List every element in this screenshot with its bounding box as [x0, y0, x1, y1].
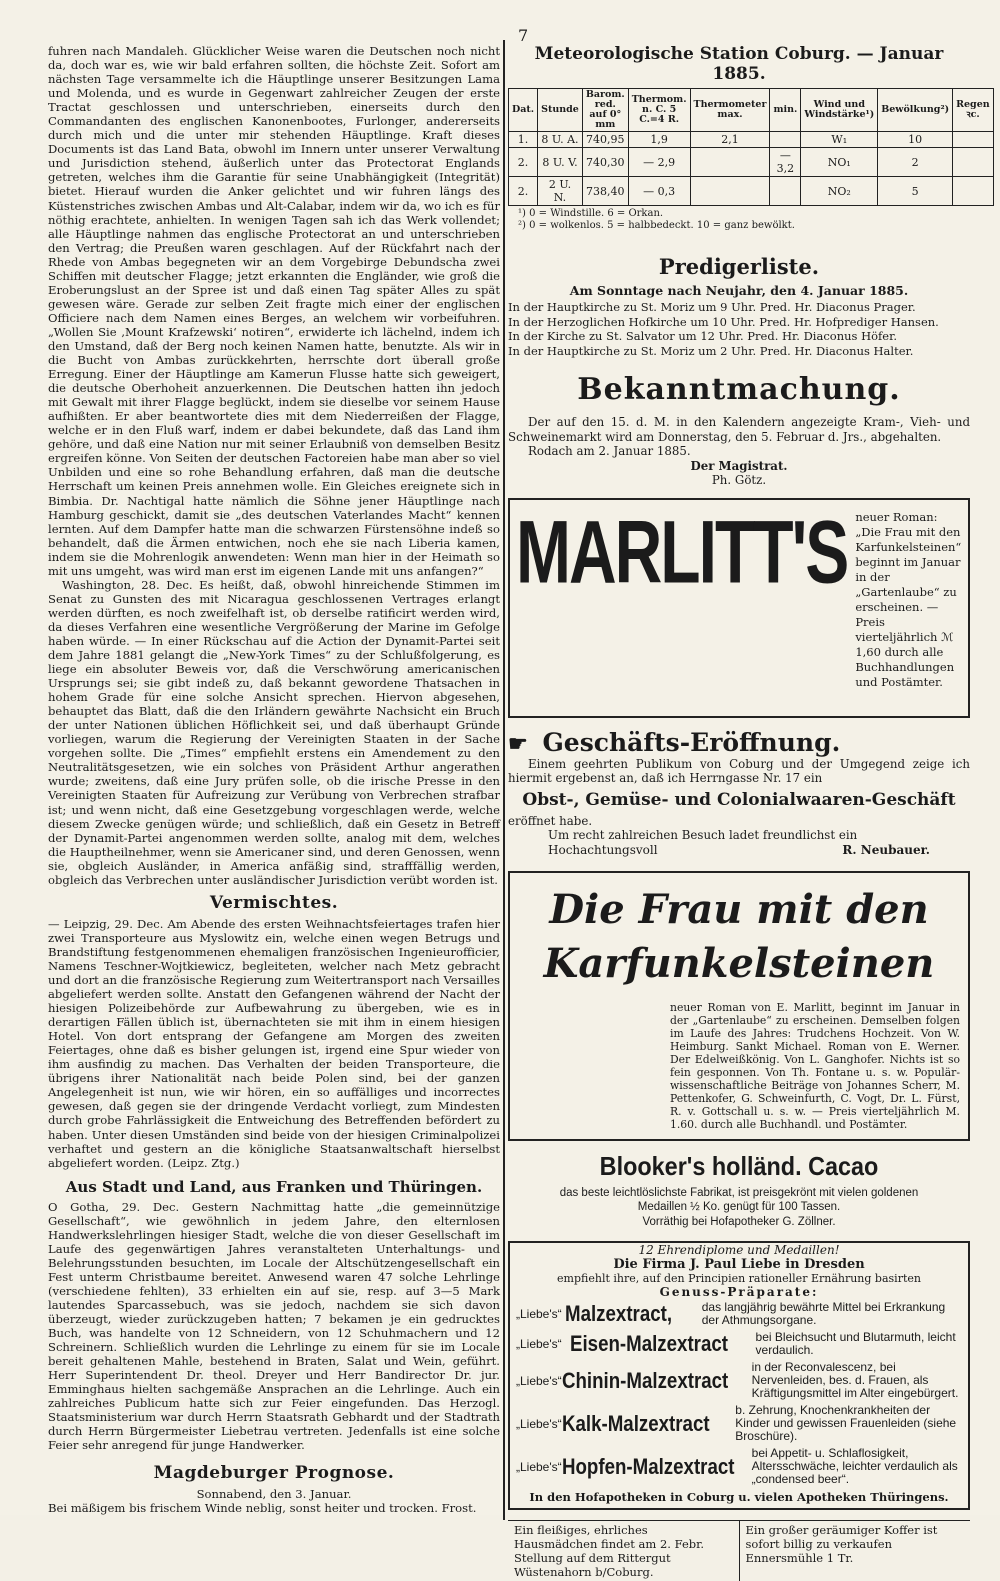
meteo-cell: W₁ [801, 132, 878, 148]
marlitt-word: MARLITT'S [516, 500, 848, 601]
geschaeft-shop: Obst-, Gemüse- und Colonialwaaren-Geschäft [522, 789, 956, 810]
predigerliste-heading: Predigerliste. [658, 254, 820, 279]
liebe-brand: „Liebe's“ [516, 1337, 562, 1351]
gartenlaube-script-title: Die Frau mit den Karfunkelsteinen [543, 885, 935, 987]
meteo-cell: 2 [878, 148, 953, 177]
meteo-cell [953, 132, 994, 148]
meteo-cell: — 2,9 [628, 148, 690, 177]
meteo-cell: NO₂ [801, 177, 878, 206]
prognose-date: Sonnabend, den 3. Januar. [196, 1486, 352, 1501]
meteo-cell: 1,9 [628, 132, 690, 148]
meteo-cell: 1. [509, 132, 538, 148]
prognose-heading: Magdeburger Prognose. [153, 1462, 395, 1483]
liebe-brand: „Liebe's“ [516, 1307, 562, 1321]
article-paragraph: Washington, 28. Dec. Es heißt, daß, obwohl hinreichende Stimmen im Senat zu Gunsten des mit Nicaragua geschlossenen Vertrages erlangt werden dürften, es noch zweifelhaft ist, ob derselbe ratificirt werden wird, da dieses Verfahren eine wesentliche Vergrößerung der Marine im Gefolge haben würde. — In einer Rückschau auf die Action der Dynamit-Partei seit dem Jahre 1881 gelangt die „New-York Times“ zu der Schlußfolgerung, es liege ein absoluter Beweis vor, daß die Verschwörung americanischen Ursprungs sei; sie gibt indeß zu, daß bekannt gewordene Thatsachen in hohem Grade für eine solche Ansicht sprechen. Hiervon abgesehen, behauptet das Blatt, daß die den Irländern gewährte Nachsicht ein Bruch der unter Nationen üblichen Höflichkeit sei, und daß überhaupt Gründe vorliegen, warum die Regierung der Vereinigten Staaten in der Sache vorgehen sollte. Die „Times“ empfiehlt erstens ein Amendement zu den Neutralitätsgesetzen, wie ein solches von Präsident Arthur angerathen wurde; zweitens, daß eine Jury prüfen solle, ob die irische Presse in den Vereinigten Staaten für Aufreizung zur Verübung von Verbrechen strafbar ist; und wenn nicht, daß eine Gesetzgebung vorgeschlagen werde, welche diesem Zwecke genügen würde; und schließlich, daß ein Gesetz in Betreff der Dynamit-Partei angenommen werden sollte, analog mit dem, welches die Hauptheilnehmer, wenn sie Americaner sind, und deren Genossen, wenn sie, obgleich Ausländer, in America anfäßig sind, strafffällig werden, obgleich das Verbrechen unter ausländischer Jurisdiction verübt worden ist. [48, 577, 500, 887]
small-ads [508, 1520, 970, 1581]
liebe-item [510, 1299, 968, 1329]
liebe-brand: „Liebe's“ [516, 1416, 562, 1431]
meteo-table [508, 88, 994, 206]
page-number: 7 [518, 26, 529, 45]
prognose-text: Bei mäßigem bis frischem Winde neblig, sonst heiter und trocken. Frost. [48, 1500, 477, 1515]
meteo-header: Dat. [509, 89, 538, 132]
marlitt-spacer [510, 694, 968, 716]
vermischtes-heading: Vermischtes. [209, 892, 339, 913]
bekanntmachung-sig2: Ph. Götz. [711, 473, 767, 487]
liebe-product: Hopfen-Malzextract [561, 1453, 735, 1479]
marlitt-ad [508, 498, 970, 718]
meteo-cell [690, 148, 770, 177]
meteo-cell [953, 148, 994, 177]
meteo-title: Meteorologische Station Coburg. — Januar 1885. [534, 44, 944, 84]
predigerliste-line: In der Kirche zu St. Salvator um 12 Uhr. Pred. Hr. Diaconus Höfer. [508, 329, 897, 343]
predigerliste-line: In der Hauptkirche zu St. Moriz um 9 Uhr. Pred. Hr. Diaconus Prager. [508, 300, 916, 314]
geschaeft-text3: Um recht zahlreichen Besuch ladet freundlichst ein [548, 828, 858, 842]
meteo-cell: 10 [878, 132, 953, 148]
geschaeft-text: Einem geehrten Publikum von Coburg und der Umgegend zeige ich hiermit ergebenst an, daß ich Herrngasse Nr. 17 ein [508, 756, 970, 785]
meteo-cell: NO₁ [801, 148, 878, 177]
liebe-desc: b. Zehrung, Knochenkrankheiten der Kinder und gewissen Frauenleiden (siehe Broschüre). [735, 1403, 957, 1443]
meteo-cell [770, 132, 801, 148]
pointing-hand-icon: ☛ [508, 730, 528, 757]
liebe-product: Eisen-Malzextract [569, 1331, 728, 1356]
meteo-footnote-2: ²) 0 = wolkenlos. 5 = halbbedeckt. 10 = ganz bewölkt. [518, 220, 795, 231]
right-column [508, 44, 990, 1581]
liebe-brand: „Liebe's“ [516, 1373, 562, 1388]
geschaeft-sig-right: R. Neubauer. [842, 842, 930, 857]
liebe-product: Chinin-Malzextract [561, 1367, 728, 1393]
geschaeft-text2: eröffnet habe. [508, 813, 593, 828]
predigerliste-sub: Am Sonntage nach Neujahr, den 4. Januar 1885. [569, 283, 909, 298]
liebe-ad [508, 1241, 970, 1510]
small-ad: Ein fleißiges, ehrliches Hausmädchen findet am 2. Febr. Stellung auf dem Rittergut Wüstenahorn b/Coburg. [514, 1523, 705, 1579]
gartenlaube-text: neuer Roman von E. Marlitt, beginnt im Januar in der „Gartenlaube“ zu erscheinen. Demselben folgen im Laufe des Jahres: Trudchens Hochzeit. Von W. Heimburg. Sankt Michael. Roman von E. Werner. Der Edelweißkönig. Von L. Ganghofer. Nichts ist so fein gesponnen. Von Th. Fontane u. s. w. Populär-wissenschaftliche Beiträge von Johannes Scherr, M. Pettenkofer, G. Schweinfurth, C. Vogt, Dr. L. Fürst, R. v. Gottschall u. s. w. — Preis vierteljährlich M. 1.60. durch alle Buchhandl. und Postämter. [670, 1000, 960, 1131]
meteo-header: Thermom. n. C. 5 C.=4 R. [628, 89, 690, 132]
meteo-cell: 2 U. N. [538, 177, 583, 206]
marlitt-ad-inner [510, 500, 968, 694]
liebe-desc: bei Appetit- u. Schlaflosigkeit, Altersschwäche, leichter verdaulich als „condensed beer“. [751, 1446, 958, 1486]
meteo-header: Wind und Windstärke¹) [801, 89, 878, 132]
meteo-cell [770, 177, 801, 206]
meteo-cell: 2,1 [690, 132, 770, 148]
geschaeft-heading: Geschäfts-Eröffnung. [542, 727, 841, 757]
marlitt-text: neuer Roman: „Die Frau mit den Karfunkelsteinen“ beginnt im Januar in der „Gartenlaube“ zu erscheinen. — Preis vierteljährlich ℳ 1,60 durch alle Buchhandlungen und Postämter. [855, 509, 962, 689]
vermischtes-text: — Leipzig, 29. Dec. Am Abende des ersten Weihnachtsfeiertages trafen hier zwei Transporteure aus Myslowitz ein, welche einen wegen Betrugs und Brandstiftung festgenommenen ehemaligen französischen Ingenieurofficier, Namens Teschner-Wojtkiewicz, begleiteten, welcher nach Metz gebracht und dort an die französische Regierung zum Weitertransport nach Versailles abgeliefert werden sollte. Anstatt den Gefangenen während der Nacht der hiesigen Polizeibehörde zur Aufbewahrung zu übergeben, wie es in derartigen Fällen üblich ist, übernachteten sie mit ihm in einem hiesigen Hotel. Von dort entsprang der Gefangene am Morgen des zweiten Feiertages, ohne daß es bisher gelungen ist, irgend eine Spur wieder von ihm ausfindig zu machen. Das Verhalten der beiden Transporteure, die übrigens ihrer Nationalität nach beide Polen sind, bei der ganzen Angelegenheit ist nun, wie wir hören, ein so auffälliges und incorrectes gewesen, daß gegen sie der dringende Verdacht vorliegt, zum Mindesten durch grobe Fahrlässigkeit die Entweichung des Betreffenden befördert zu haben. Unter diesen Umständen sind beide von der hiesigen Criminalpolizei verhaftet und gestern an die königliche Staatsanwaltschaft hierselbst abgeliefert worden. (Leipz. Ztg.) [48, 916, 500, 1170]
meteo-header: Barom. red. auf 0° mm [582, 89, 628, 132]
bekanntmachung-sig1: Der Magistrat. [690, 458, 788, 473]
meteo-footnote-1: ¹) 0 = Windstille. 6 = Orkan. [518, 208, 664, 219]
meteo-row [509, 132, 994, 148]
small-ad: Ein großer geräumiger Koffer ist sofort billig zu verkaufen Ennersmühle 1 Tr. [739, 1521, 971, 1581]
liebe-desc: in der Reconvalescenz, bei Nervenleiden, bes. d. Frauen, als Kräftigungsmittel im Alter eingebürgert. [751, 1360, 959, 1400]
blooker-text3: Vorräthig bei Hofapotheker G. Zöllner. [642, 1215, 836, 1228]
liebe-brand: „Liebe's“ [516, 1459, 562, 1474]
column-divider [503, 40, 505, 1520]
liebe-item [510, 1329, 968, 1359]
liebe-firm: Die Firma J. Paul Liebe in Dresden [613, 1257, 865, 1272]
meteo-cell: — 0,3 [628, 177, 690, 206]
meteo-cell [690, 177, 770, 206]
meteo-cell: 2. [509, 177, 538, 206]
meteo-cell: 5 [878, 177, 953, 206]
meteo-cell: 740,30 [582, 148, 628, 177]
gartenlaube-ad [508, 871, 970, 1141]
predigerliste-line: In der Herzoglichen Hofkirche um 10 Uhr. Pred. Hr. Hofprediger Hansen. [508, 314, 939, 329]
blooker-title: Blooker's holländ. Cacao [599, 1150, 879, 1181]
predigerliste-line: In der Hauptkirche zu St. Moriz um 2 Uhr. Pred. Hr. Diaconus Halter. [508, 343, 914, 358]
meteo-row [509, 177, 994, 206]
article-paragraph: fuhren nach Mandaleh. Glücklicher Weise waren die Deutschen noch nicht da, doch war es, wie wir bald erfahren sollten, die höchste Zeit. Sofort am nächsten Tage versammelte ich die Häuptlinge unserer Besitzungen Lama und Molenda, und es wurde in Gegenwart zahlreicher Zeugen der erste Tractat geschlossen und unterschrieben, einerseits durch den Commandanten des englischen Kanonenbootes, Furlonger, andererseits durch mich und die unter mir stehenden Häuptlinge. Kraft dieses Documents ist das Land Bata, obwohl im Innern unter unserer Verwaltung und Jurisdiction stehend, äußerlich unter das Protectorat Englands getreten, welches ihm die Garantie für seine Unabhängigkeit (Integrität) bietet. Hierauf wurden die Anker gelichtet und wir fuhren längs des Küstenstriches zwischen Ambas und Alt-Calabar, indem wir da, wo ich es für nöthig erachtete, anhielten. In wenigen Tagen sah ich das Werk vollendet; alle Häuptlinge nahmen das englische Protectorat an und unterschrieben den Vertrag; die Preußen waren geschlagen. Auf der Rückfahrt nach der Rhede von Ambas begegneten wir an dem Vorgebirge Debundscha zwei Schiffen mit deutscher Flagge; jetzt erkannten die Engländer, wie groß die Eroberungslust an der Spree ist und daß einen Tag später Alles zu spät gewesen wäre. Gerade zur selben Zeit fragte mich einer der englischen Officiere nach dem Namen eines Berges, an welchem wir vorbeifuhren. „Wollen Sie ‚Mount Krafzewski‘ notiren“, erwiderte ich lächelnd, indem ich den Umstand, daß der Berg noch keinen Namen hatte, benutzte. Als wir in die Bucht von Ambas zurückkehrten, herrschte dort überall große Erregung. Einer der Häuptlinge am Kamerun Flusse hatte sich geweigert, die deutsche Oberhoheit anzuerkennen. Die Deutschen hatten ihn jedoch mit Gewalt mit ihrer Flagge beglückt, indem sie dieselbe vor seinem Hause aufhißten. Er aber beantwortete dies mit dem Niederreißen der Flagge, welche er in den Fluß warf, indem er dabei bekundete, daß das Land ihm gehöre, und daß eine Nation nur mit seiner Erlaubniß von demselben Besitz ergreifen könne. Von Seiten der deutschen Factoreien habe man aber so viel Unbilden und eine so rohe Behandlung erfahren, daß man die deutsche Herrschaft um keinen Preis annehmen wolle. Ein Gleiches ereignete sich in Bimbia. Dr. Nachtigal hatte nämlich die Söhne jener Häuptlinge nach Hamburg geschickt, damit sie „des deutschen Vaterlandes Macht“ kennen lernten. Auf dem Dampfer hatte man die schwarzen Fürstensöhne indeß so behandelt, daß die Ärmen entwichen, noch ehe sie nach Liberia kamen, indem sie die Mohrenlogik anwendeten: Wenn man hier in der Heimath so mit uns umgeht, was wird man erst im eigenen Lande mit uns anfangen?“ [48, 44, 500, 578]
meteo-header: Thermometer max. [690, 89, 770, 132]
meteo-cell: 2. [509, 148, 538, 177]
meteo-cell: 8 U. V. [538, 148, 583, 177]
liebe-product: Malzextract, [564, 1301, 673, 1326]
bekanntmachung-text: Der auf den 15. d. M. in den Kalendern angezeigte Kram-, Vieh- und Schweinemarkt wird am Donnerstag, den 5. Februar d. Jrs., abgehalten. [508, 415, 970, 444]
bekanntmachung-heading: Bekanntmachung. [577, 372, 901, 407]
liebe-item [510, 1359, 968, 1402]
blooker-text2: Medaillen ½ Ko. genügt für 100 Tassen. [637, 1201, 841, 1213]
meteo-cell: 8 U. A. [538, 132, 583, 148]
meteo-header-row [509, 89, 994, 132]
geschaeft-heading-row [508, 728, 970, 757]
meteo-row [509, 148, 994, 177]
meteo-cell [953, 177, 994, 206]
meteo-cell: 738,40 [582, 177, 628, 206]
liebe-foot: In den Hofapotheken in Coburg u. vielen Apotheken Thüringens. [529, 1490, 949, 1504]
left-column [48, 44, 500, 1515]
geschaeft-signature [508, 843, 970, 857]
liebe-desc: bei Bleichsucht und Blutarmuth, leicht verdaulich. [755, 1330, 956, 1357]
liebe-top: 12 Ehrendiplome und Medaillen! [638, 1243, 840, 1257]
liebe-intro: empfiehlt ihre, auf den Principien rationeller Ernährung basirten [557, 1272, 921, 1285]
stadt-heading: Aus Stadt und Land, aus Franken und Thüringen. [65, 1177, 483, 1196]
meteo-header: Regen ꝛc. [953, 89, 994, 132]
meteo-header: min. [770, 89, 801, 132]
blooker-text1: das beste leichtlöslichste Fabrikat, ist preisgekrönt mit vielen goldenen [559, 1186, 919, 1199]
liebe-genus: Genuss-Präparate: [659, 1285, 819, 1299]
meteo-header: Stunde [538, 89, 583, 132]
meteo-footnote [518, 208, 970, 232]
geschaeft-sig-left: Hochachtungsvoll [548, 842, 658, 857]
liebe-item [510, 1402, 968, 1445]
bekanntmachung-place: Rodach am 2. Januar 1885. [528, 444, 691, 458]
liebe-desc: das langjährig bewährte Mittel bei Erkrankung der Athmungsorgane. [701, 1300, 946, 1327]
liebe-product: Kalk-Malzextract [561, 1410, 710, 1436]
liebe-item [510, 1445, 968, 1488]
stadt-text: O Gotha, 29. Dec. Gestern Nachmittag hatte „die gemeinnützige Gesellschaft“, wie gewöhnlich in jedem Jahre, den elternlosen Handwerkslehrlingen hiesiger Stadt, welche die von dieser Gesellschaft im Laufe des gegenwärtigen Jahres veranstalteten Unterhaltungs- und Belehrungsstunden besuchten, im Locale der Altschützengesellschaft ein Fest unterm Christbaume bereitet. Anwesend waren 47 solche Lehrlinge (verschiedene fehlten), 33 erhielten ein auf sie, resp. auf 3—5 Mark lautendes Sparcassebuch, was sie jedoch, nachdem sie sich davon überzeugt, wieder zurückzugeben hatten; 7 bekamen je ein gedrucktes Buch, was handelte von 12 Schneidern, von 12 Schuhmachern und 12 Schreinern. Schließlich wurden die Lehrlinge zu einem für sie im Locale bereit gehaltenen Mahle, bestehend in Braten, Salat und Wein, geführt. Herr Superintendent Dr. theol. Dreyer und Herr Bandirector Dr. jur. Emminghaus hielten sachgemäße Ansprachen an die Lehrlinge. Auch ein zahlreiches Publicum hatte sich zur Feier eingefunden. Das Herzogl. Staatsministerium war durch Herrn Staatsrath Gebhardt und der Stadtrath durch Herrn Bürgermeister Liebetrau vertreten. Jedenfalls ist eine solche Feier sehr anregend für junge Handwerker. [48, 1199, 500, 1453]
meteo-header: Bewölkung²) [878, 89, 953, 132]
meteo-cell: — 3,2 [770, 148, 801, 177]
meteo-cell: 740,95 [582, 132, 628, 148]
